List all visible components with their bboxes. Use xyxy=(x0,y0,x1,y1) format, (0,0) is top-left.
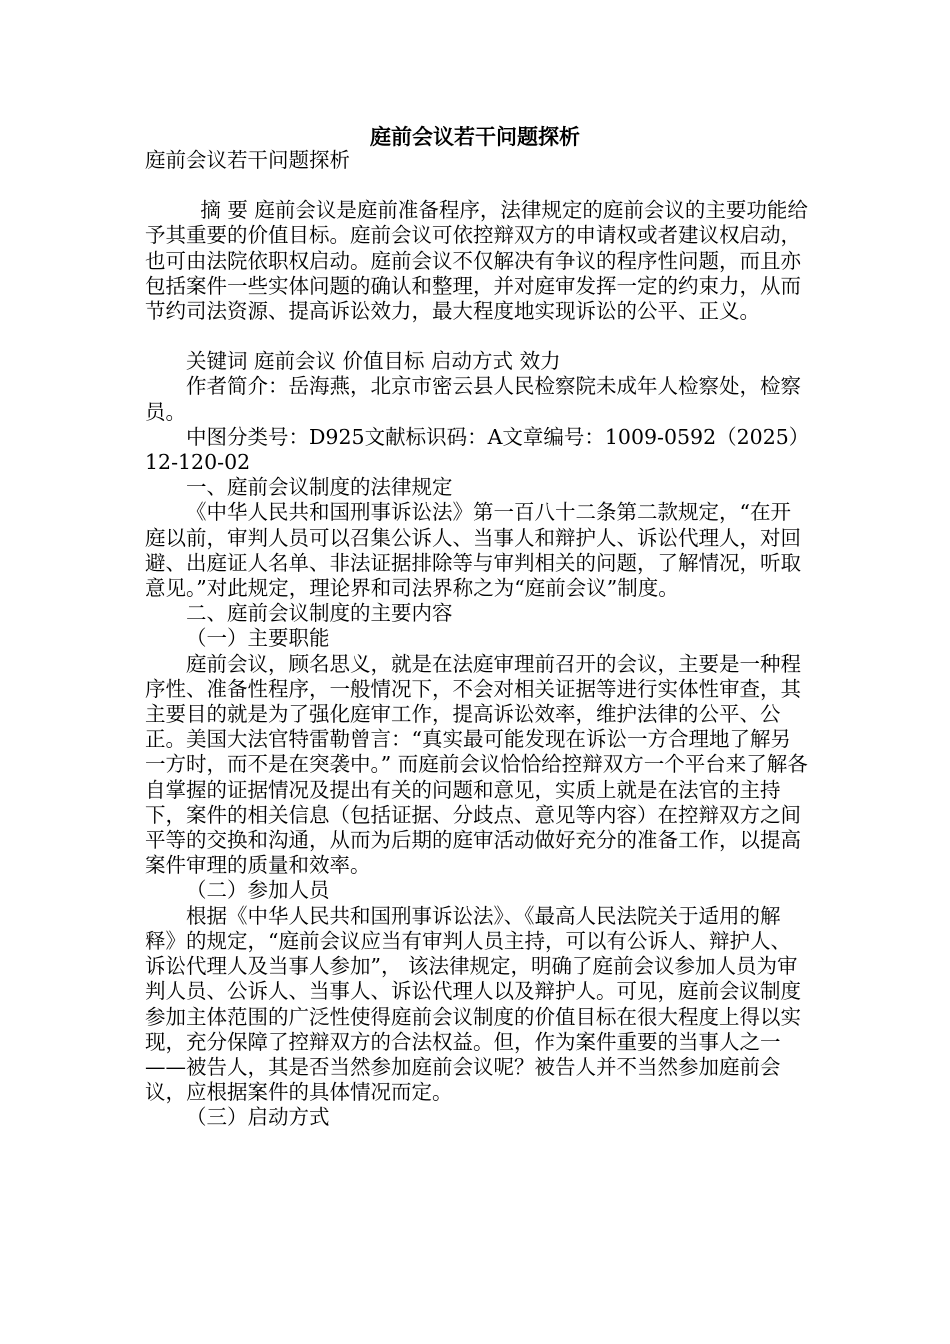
spacer xyxy=(145,324,811,349)
subsection-paragraph-2: 根据《中华人民共和国刑事诉讼法》、《最高人民法院关于适用的解释》的规定，“庭前会议应当有审判人员主持，可以有公诉人、辩护人、诉讼代理人及当事人参加”， 该法律规定，明确了庭前会议参加人员为审判人员、公诉人、当事人、诉讼代理人以及辩护人。可见，庭前会议制度参加主体范围的广泛性使得庭前会议制度的价值目标在很大程度上得以实现，充分保障了控辩双方的合法权益。但，作为案件重要的当事人之一——被告人，其是否当然参加庭前会议呢？被告人并不当然参加庭前会议，应根据案件的具体情况而定。 xyxy=(145,903,801,1105)
document-title: 庭前会议若干问题探析 xyxy=(370,125,580,149)
subsection-heading-2: （二）参加人员 xyxy=(186,878,330,903)
author-info: 作者简介：岳海燕，北京市密云县人民检察院未成年人检察处，检察员。 xyxy=(145,374,801,424)
abstract-paragraph: 摘 要 庭前会议是庭前准备程序，法律规定的庭前会议的主要功能给予其重要的价值目标。庭前会议可依控辩双方的申请权或者建议权启动，也可由法院依职权启动。庭前会议不仅解决有争议的程序性问题，而且亦包括案件一些实体问题的确认和整理，并对庭审发挥一定的约束力，从而节约司法资源、提高诉讼效力，最大程度地实现诉讼的公平、正义。 xyxy=(145,198,808,324)
spacer xyxy=(145,173,811,198)
keywords-line: 关键词 庭前会议 价值目标 启动方式 效力 xyxy=(186,349,561,374)
subsection-heading-3: （三）启动方式 xyxy=(186,1105,330,1130)
section-heading-1: 一、庭前会议制度的法律规定 xyxy=(186,475,453,500)
classification-info: 中图分类号：D925文献标识码：A文章编号：1009-0592（2025）12-120-02 xyxy=(145,424,810,475)
subsection-heading-1: （一）主要职能 xyxy=(186,626,330,651)
section-heading-2: 二、庭前会议制度的主要内容 xyxy=(186,601,453,626)
document-subtitle: 庭前会议若干问题探析 xyxy=(145,148,350,172)
section-paragraph-1: 《中华人民共和国刑事诉讼法》第一百八十二条第二款规定，“在开庭以前，审判人员可以召集公诉人、当事人和辩护人、诉讼代理人，对回避、出庭证人名单、非法证据排除等与审判相关的问题，了解情况，听取意见。”对此规定，理论界和司法界称之为“庭前会议”制度。 xyxy=(145,500,801,601)
subsection-paragraph-1: 庭前会议，顾名思义，就是在法庭审理前召开的会议，主要是一种程序性、准备性程序，一般情况下，不会对相关证据等进行实体性审查，其主要目的就是为了强化庭审工作，提高诉讼效率，维护法律的公平、公正。美国大法官特雷勒曾言：“真实最可能发现在诉讼一方合理地了解另一方时，而不是在突袭中。” 而庭前会议恰恰给控辩双方一个平台来了解各自掌握的证据情况及提出有关的问题和意见，实质上就是在法官的主持下，案件的相关信息（包括证据、分歧点、意见等内容）在控辩双方之间平等的交换和沟通，从而为后期的庭审活动做好充分的准备工作，以提高案件审理的质量和效率。 xyxy=(145,651,808,878)
document-body xyxy=(145,148,811,1131)
